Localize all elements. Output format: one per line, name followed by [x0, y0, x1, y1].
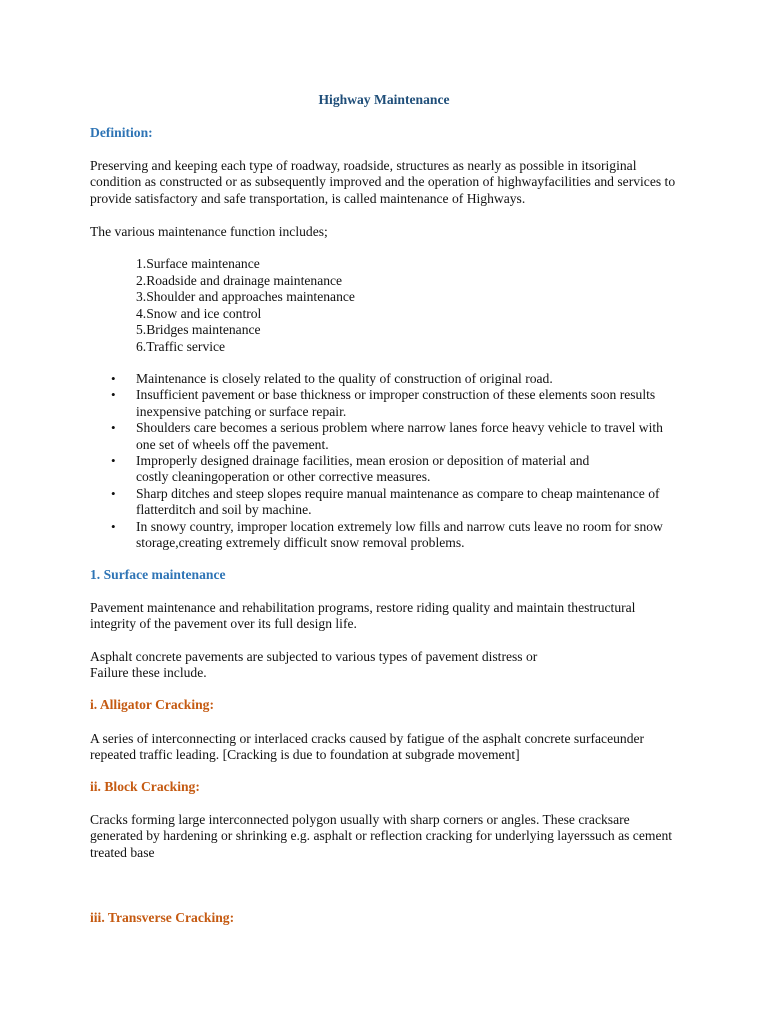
bullet-item [90, 453, 680, 486]
bullet-icon: • [111, 485, 116, 501]
distress-paragraph [90, 649, 680, 682]
list-item: 6.Traffic service [136, 338, 226, 354]
functions-intro: The various maintenance function includes; [90, 224, 328, 239]
bullet-item [90, 519, 680, 552]
distress-line: Asphalt concrete pavements are subjected to various types of pavement distress or [90, 649, 538, 664]
list-item: 2.Roadside and drainage maintenance [136, 272, 343, 288]
alligator-cracking-heading: i. Alligator Cracking: [90, 697, 214, 712]
bullet-icon: • [111, 387, 116, 403]
definition-paragraph: Preserving and keeping each type of roadway, roadside, structures as nearly as possible in itsoriginal condition as constructed or as subsequently improved and the operation of highwayfacilities and services to provide satisfactory and safe transportation, is called maintenance of Highways. [90, 158, 676, 206]
bullet-text: Shoulders care becomes a serious problem where narrow lanes force heavy vehicle to travel with one set of wheels off the pavement. [136, 420, 663, 452]
block-cracking-heading: ii. Block Cracking: [90, 779, 200, 794]
bullet-icon: • [111, 453, 116, 469]
bullet-text: Improperly designed drainage facilities, mean erosion or deposition of material and costly cleaningoperation or other corrective measures. [136, 453, 590, 485]
bullet-text: Insufficient pavement or base thickness or improper construction of these elements soon results inexpensive patching or surface repair. [136, 387, 656, 419]
bullet-item [90, 387, 680, 420]
bullet-icon: • [111, 518, 116, 534]
bullet-text: In snowy country, improper location extremely low fills and narrow cuts leave no room for snow storage,creating extremely difficult snow removal problems. [136, 518, 663, 551]
block-cracking-paragraph: Cracks forming large interconnected polygon usually with sharp corners or angles. These cracksare generated by hardening or shrinking e.g. asphalt or reflection cracking for underlying layerssuch as cement treated base [90, 812, 673, 860]
alligator-cracking-paragraph: A series of interconnecting or interlaced cracks caused by fatigue of the asphalt concrete surfaceunder repeated traffic leading. [Cracking is due to foundation at subgrade movement] [90, 731, 645, 763]
document-title: Highway Maintenance [318, 92, 450, 107]
bullet-icon: • [111, 420, 116, 436]
list-item: 4.Snow and ice control [136, 305, 262, 321]
bullet-list [90, 371, 680, 551]
surface-paragraph: Pavement maintenance and rehabilitation programs, restore riding quality and maintain thestructural integrity of the pavement over its full design life. [90, 600, 636, 632]
bullet-icon: • [111, 371, 116, 386]
surface-maintenance-heading: 1. Surface maintenance [90, 567, 226, 582]
list-item: 5.Bridges maintenance [136, 322, 261, 337]
bullet-item [90, 371, 680, 387]
distress-line: Failure these include. [90, 665, 207, 681]
transverse-cracking-heading: iii. Transverse Cracking: [90, 910, 235, 925]
definition-heading: Definition: [90, 125, 153, 140]
list-item: 1.Surface maintenance [136, 256, 260, 271]
functions-list [136, 256, 696, 355]
bullet-text: Sharp ditches and steep slopes require manual maintenance as compare to cheap maintenance of flatterditch and soil by machine. [136, 485, 660, 518]
bullet-item [90, 486, 680, 519]
bullet-text: Maintenance is closely related to the quality of construction of original road. [136, 371, 553, 386]
list-item: 3.Shoulder and approaches maintenance [136, 289, 355, 304]
bullet-item [90, 420, 680, 453]
